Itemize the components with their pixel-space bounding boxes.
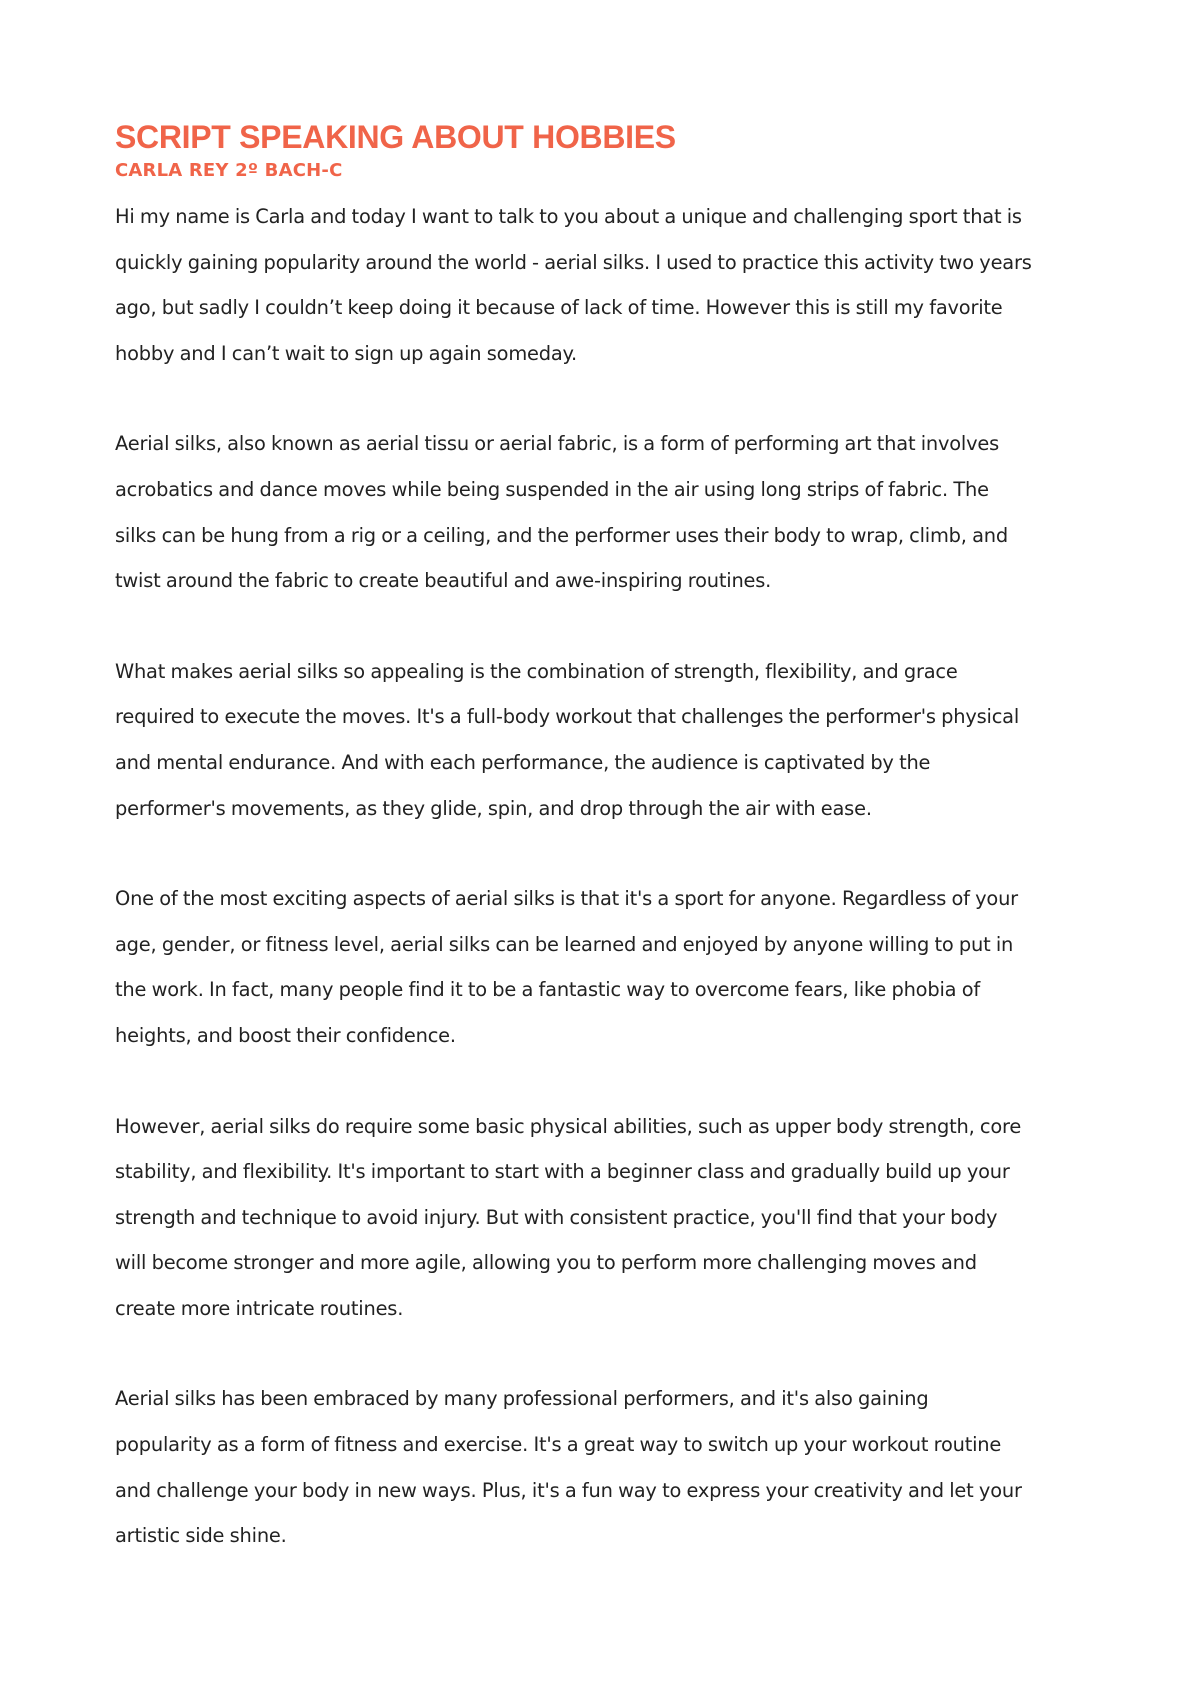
text-line: the work. In fact, many people find it to be a fantastic way to overcome fears, like phobia of (115, 978, 980, 1002)
text-line: twist around the fabric to create beautiful and awe-inspiring routines. (115, 569, 772, 593)
text-line: hobby and I can’t wait to sign up again someday. (115, 341, 578, 365)
text-line: and mental endurance. And with each performance, the audience is captivated by the (115, 750, 931, 774)
text-line: artistic side shine. (115, 1524, 287, 1548)
text-line: create more intricate routines. (115, 1296, 404, 1320)
paragraph (115, 876, 1100, 1058)
document-content (115, 117, 1100, 1559)
text-line: required to execute the moves. It's a full-body workout that challenges the performer's physical (115, 705, 1020, 729)
text-line: will become stronger and more agile, allowing you to perform more challenging moves and (115, 1251, 977, 1275)
text-line: However, aerial silks do require some basic physical abilities, such as upper body strength, core (115, 1114, 1022, 1138)
text-line: strength and technique to avoid injury. But with consistent practice, you'll find that your body (115, 1205, 998, 1229)
text-line: quickly gaining popularity around the world - aerial silks. I used to practice this activity two years (115, 250, 1032, 274)
text-line: heights, and boost their confidence. (115, 1023, 456, 1047)
paragraph (115, 421, 1100, 603)
text-line: stability, and flexibility. It's important to start with a beginner class and gradually build up your (115, 1160, 1010, 1184)
text-line: age, gender, or fitness level, aerial silks can be learned and enjoyed by anyone willing to put in (115, 932, 1014, 956)
text-line: ago, but sadly I couldn’t keep doing it because of lack of time. However this is still my favorite (115, 296, 1003, 320)
text-line: performer's movements, as they glide, spin, and drop through the air with ease. (115, 796, 872, 820)
text-line: and challenge your body in new ways. Plus, it's a fun way to express your creativity and let your (115, 1478, 1022, 1502)
paragraph (115, 1376, 1100, 1558)
text-line: Aerial silks, also known as aerial tissu or aerial fabric, is a form of performing art that involves (115, 432, 1000, 456)
text-line: silks can be hung from a rig or a ceiling, and the performer uses their body to wrap, climb, and (115, 523, 1008, 547)
text-line: Hi my name is Carla and today I want to talk to you about a unique and challenging sport that is (115, 205, 1022, 228)
text-line: One of the most exciting aspects of aerial silks is that it's a sport for anyone. Regardless of your (115, 887, 1018, 911)
document-subtitle: CARLA REY 2º BACH-C (115, 160, 343, 181)
paragraph (115, 1104, 1100, 1332)
paragraph (115, 649, 1100, 831)
paragraph (115, 194, 1100, 376)
text-line: What makes aerial silks so appealing is the combination of strength, flexibility, and grace (115, 659, 958, 683)
document-title: SCRIPT SPEAKING ABOUT HOBBIES (115, 119, 676, 155)
document-body (115, 194, 1100, 1559)
text-line: acrobatics and dance moves while being suspended in the air using long strips of fabric. The (115, 477, 989, 501)
text-line: Aerial silks has been embraced by many professional performers, and it's also gaining (115, 1387, 929, 1411)
text-line: popularity as a form of fitness and exercise. It's a great way to switch up your workout routine (115, 1433, 1002, 1457)
